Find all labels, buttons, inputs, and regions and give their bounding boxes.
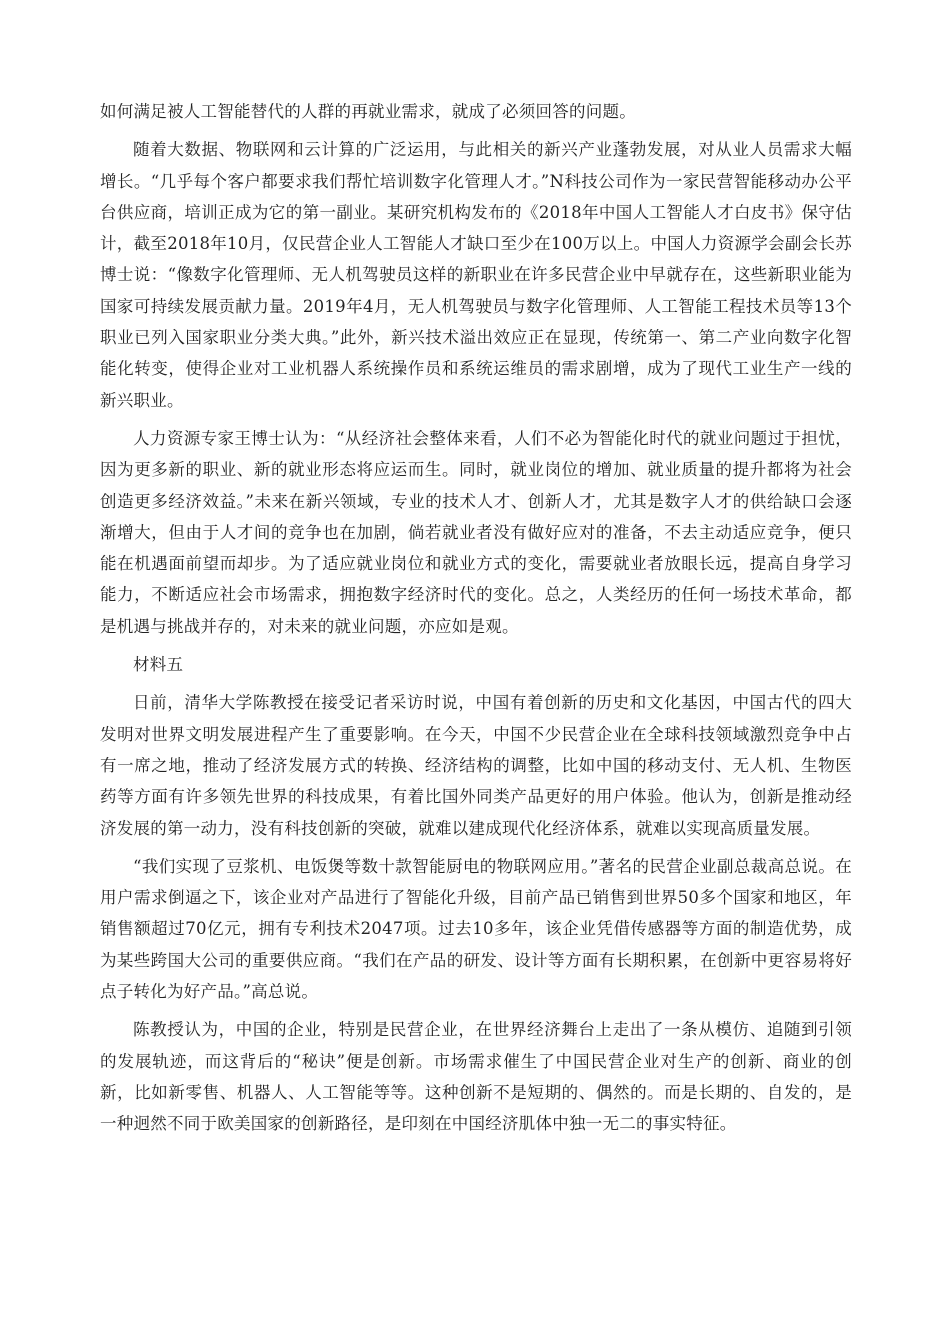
paragraph-hr-expert-view: 人力资源专家王博士认为：“从经济社会整体来看，人们不必为智能化时代的就业问题过于担忧，因为更多新的职业、新的就业形态将应运而生。同时，就业岗位的增加、就业质量的提升都将为社会创造更多经济效益。”未来在新兴领域，专业的技术人才、创新人才，尤其是数字人才的供给缺口会逐渐增大，但由于人才间的竞争也在加剧，倘若就业者没有做好应对的准备，不去主动适应竞争，便只能在机遇面前望而却步。为了适应就业岗位和就业方式的变化，需要就业者放眼长远，提高自身学习能力，不断适应社会市场需求，拥抱数字经济时代的变化。总之，人类经历的任何一场技术革命，都是机遇与挑战并存的，对未来的就业问题，亦应如是观。: [100, 428, 852, 636]
paragraph-smart-appliances: “我们实现了豆浆机、电饭煲等数十款智能厨电的物联网应用。”著名的民营企业副总裁高总说。在用户需求倒逼之下，该企业对产品进行了智能化升级，目前产品已销售到世界50多个国家和地区，年销售额超过70亿元，拥有专利技术2047项。过去10多年，该企业凭借传感器等方面的制造优势，成为某些跨国大公司的重要供应商。“我们在产品的研发、设计等方面有长期积累，在创新中更容易将好点子转化为好产品。”高总说。: [100, 856, 852, 1002]
paragraph-innovation-path: 陈教授认为，中国的企业，特别是民营企业，在世界经济舞台上走出了一条从模仿、追随到引领的发展轨迹，而这背后的“秘诀”便是创新。市场需求催生了中国民营企业对生产的创新、商业的创新，比如新零售、机器人、人工智能等等。这种创新不是短期的、偶然的。而是长期的、自发的，是一种迥然不同于欧美国家的创新路径，是印刻在中国经济肌体中独一无二的事实特征。: [100, 1020, 852, 1134]
paragraph-emerging-industries: 随着大数据、物联网和云计算的广泛运用，与此相关的新兴产业蓬勃发展，对从业人员需求大幅增长。“几乎每个客户都要求我们帮忙培训数字化管理人才。”N科技公司作为一家民营智能移动办公平台供应商，培训正成为它的第一副业。某研究机构发布的《2018年中国人工智能人才白皮书》保守估计，截至2018年10月，仅民营企业人工智能人才缺口至少在100万以上。中国人力资源学会副会长苏博士说：“像数字化管理师、无人机驾驶员这样的新职业在许多民营企业中早就存在，这些新职业能为国家可持续发展贡献力量。2019年4月，无人机驾驶员与数字化管理师、人工智能工程技术员等13个职业已列入国家职业分类大典。”此外，新兴技术溢出效应正在显现，传统第一、第二产业向数字化智能化转变，使得企业对工业机器人系统操作员和系统运维员的需求剧增，成为了现代工业生产一线的新兴职业。: [100, 140, 852, 410]
material-five-heading: 材料五: [133, 655, 184, 675]
paragraph-continuation: 如何满足被人工智能替代的人群的再就业需求，就成了必须回答的问题。: [100, 102, 636, 121]
paragraph-professor-interview: 日前，清华大学陈教授在接受记者采访时说，中国有着创新的历史和文化基因，中国古代的四大发明对世界文明发展进程产生了重要影响。在今天，中国不少民营企业在全球科技领域激烈竞争中占有一席之地，推动了经济发展方式的转换、经济结构的调整，比如中国的移动支付、无人机、生物医药等方面有许多领先世界的科技成果，有着比国外同类产品更好的用户体验。他认为，创新是推动经济发展的第一动力，没有科技创新的突破，就难以建成现代化经济体系，就难以实现高质量发展。: [100, 693, 852, 838]
document-page: [100, 96, 852, 1140]
